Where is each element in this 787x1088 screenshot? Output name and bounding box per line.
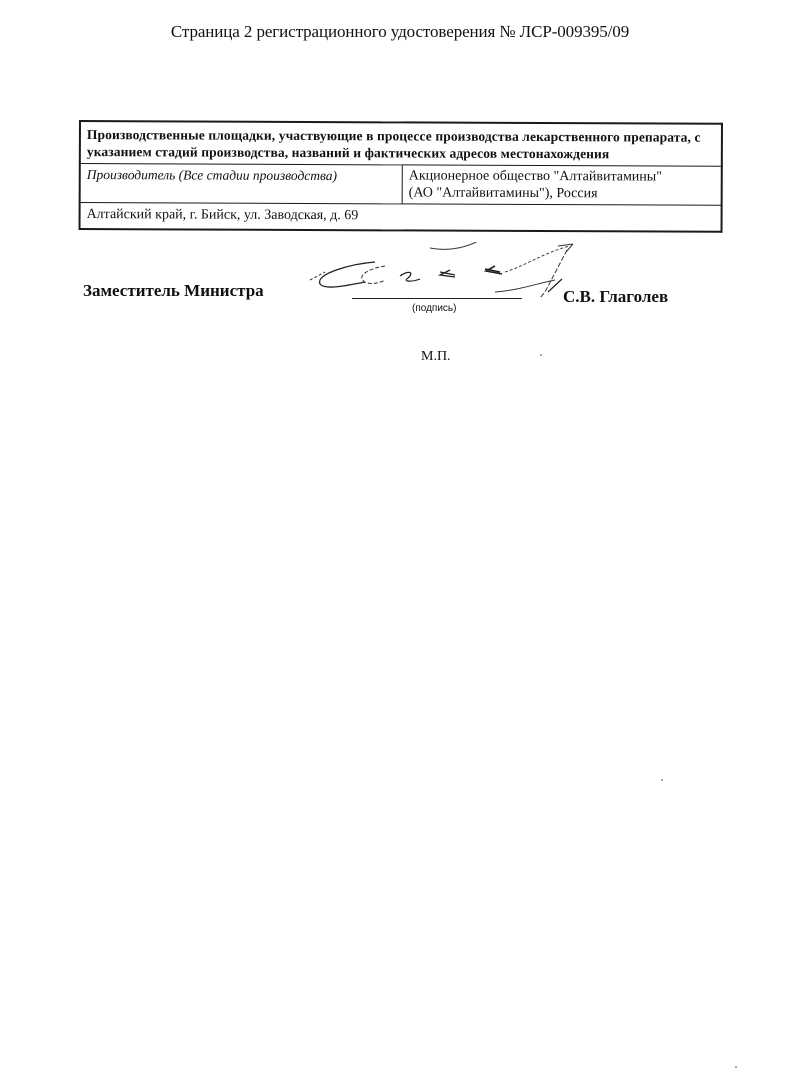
signer-name: С.В. Глаголев bbox=[563, 287, 669, 306]
address-row bbox=[80, 203, 722, 232]
signer-position: Заместитель Министра bbox=[83, 281, 264, 300]
signature-block bbox=[0, 250, 787, 330]
address-cell: Алтайский край, г. Бийск, ул. Заводская, д. 69 bbox=[80, 203, 722, 232]
company-short-name: (АО "Алтайвитамины"), Россия bbox=[408, 185, 598, 202]
signature-caption: (подпись) bbox=[412, 303, 457, 314]
company-cell bbox=[402, 165, 722, 205]
table-row bbox=[80, 164, 722, 206]
scan-speck bbox=[735, 1066, 737, 1068]
stamp-placeholder: М.П. bbox=[421, 349, 451, 364]
signature-line bbox=[352, 298, 522, 299]
page-header: Страница 2 регистрационного удостоверения № ЛСР-009395/09 bbox=[170, 22, 630, 41]
table-heading-row bbox=[80, 121, 722, 166]
scan-speck bbox=[540, 354, 542, 356]
table-heading: Производственные площадки, участвующие в процессе производства лекарственного препарата, с указанием стадий производства, названий и фактических адресов местонахождения bbox=[80, 121, 722, 166]
scan-speck bbox=[661, 779, 663, 781]
production-sites-table bbox=[79, 120, 723, 233]
producer-role-cell: Производитель (Все стадии производства) bbox=[80, 164, 403, 204]
company-name: Акционерное общество "Алтайвитамины" bbox=[408, 168, 662, 185]
